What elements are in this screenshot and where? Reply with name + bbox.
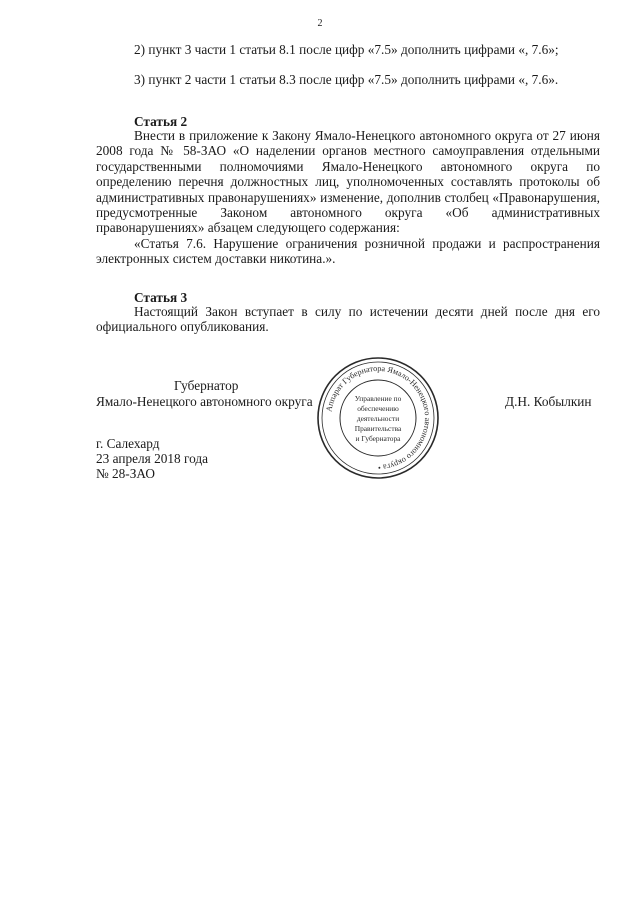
page-number: 2 — [317, 18, 323, 29]
article-2-paragraph-1: Внести в приложение к Закону Ямало-Ненецкого автономного округа от 27 июня 2008 года № 58-ЗАО «О наделении органов местного самоуправления отдельными государственными полномочиями Ямало-Ненецкого автономного округа по определению перечня должностных лиц, уполномоченных составлять протоколы об административных правонарушениях» изменение, дополнив столбец «Правонарушения, предусмотренные Законом автономного округа «Об административных правонарушениях» абзацем следующего содержания: — [96, 128, 600, 236]
seal-ring-text: Аппарат Губернатора Ямало-Ненецкого автономного округа • — [324, 363, 433, 473]
article-3-heading: Статья 3 — [134, 290, 188, 305]
amendment-item-3 — [96, 72, 600, 87]
amendment-item-2 — [96, 42, 600, 57]
seal-center-line: Правительства — [354, 424, 402, 433]
signatory-title: Губернатор — [174, 378, 239, 393]
signing-date: 23 апреля 2018 года — [96, 451, 209, 466]
signatory-region: Ямало-Ненецкого автономного округа — [96, 394, 313, 409]
signatory-name: Д.Н. Кобылкин — [505, 394, 592, 409]
seal-center-line: Управление по — [354, 394, 402, 403]
official-seal-stamp — [316, 356, 440, 480]
article-3-paragraph-1: Настоящий Закон вступает в силу по истечении десяти дней после дня его официального опубликования. — [96, 304, 600, 335]
seal-center-line: деятельности — [356, 414, 400, 423]
article-2-body — [96, 128, 600, 267]
article-3-body — [96, 304, 600, 335]
amendment-item-2-text: 2) пункт 3 части 1 статьи 8.1 после цифр «7.5» дополнить цифрами «, 7.6»; — [134, 42, 559, 57]
law-number: № 28-ЗАО — [96, 466, 155, 481]
seal-center-line: и Губернатора — [355, 434, 401, 443]
amendment-item-3-text: 3) пункт 2 части 1 статьи 8.3 после цифр «7.5» дополнить цифрами «, 7.6». — [134, 72, 559, 87]
seal-center-line: обеспечению — [357, 404, 399, 413]
signing-city: г. Салехард — [96, 436, 160, 451]
article-2-paragraph-2: «Статья 7.6. Нарушение ограничения розничной продажи и распространения электронных систем доставки никотина.». — [96, 235, 600, 267]
seal-center-text — [355, 394, 402, 443]
article-2-heading: Статья 2 — [134, 114, 188, 129]
